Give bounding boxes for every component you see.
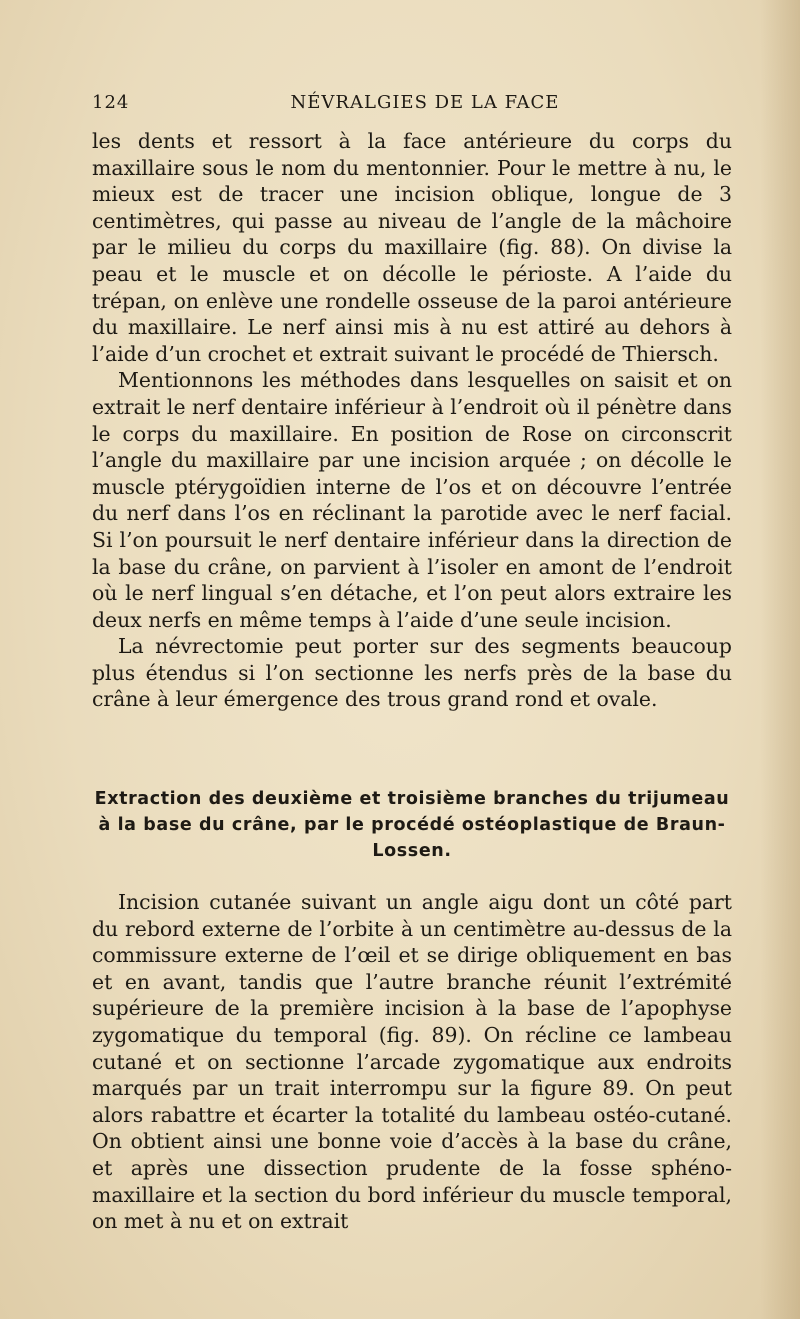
body-text-bottom [92, 889, 732, 1235]
paragraph: La névrectomie peut porter sur des segments beaucoup plus étendus si l’on sectionne les nerfs près de la base du crâne à leur émergence des trous grand rond et ovale. [92, 634, 732, 712]
page-number: 124 [92, 92, 130, 113]
body-text-top [92, 128, 732, 713]
paragraph: Mentionnons les méthodes dans lesquelles on saisit et on extrait le nerf dentaire inférieur à l’endroit où il pénètre dans le corps du maxillaire. En position de Rose on circonscrit l’angle du maxillaire par une incision arquée ; on décolle le muscle ptérygoïdien interne de l’os et on découvre l’entrée du nerf dans l’os en réclinant la parotide avec le nerf facial. Si l’on poursuit le nerf dentaire inférieur dans la direction de la base du crâne, on parvient à l’isoler en amont de l’endroit où le nerf lingual s’en détache, et l’on peut alors extraire les deux nerfs en même temps à l’aide d’une seule incision. [92, 368, 732, 632]
running-head [92, 92, 728, 116]
page-edge-shadow [760, 0, 800, 1319]
running-title: NÉVRALGIES DE LA FACE [290, 92, 560, 113]
section-title: Extraction des deuxième et troisième branches du trijumeau à la base du crâne, par le procédé ostéoplastique de Braun-Lossen. [94, 789, 730, 861]
paragraph: les dents et ressort à la face antérieure du corps du maxillaire sous le nom du mentonnier. Pour le mettre à nu, le mieux est de tracer une incision oblique, longue de 3 centimètres, qui passe au niveau de l’angle de la mâchoire par le milieu du corps du maxillaire (fig. 88). On divise la peau et le muscle et on décolle le périoste. A l’aide du trépan, on enlève une rondelle osseuse de la paroi antérieure du maxillaire. Le nerf ainsi mis à nu est attiré au dehors à l’aide d’un crochet et extrait suivant le procédé de Thiersch. [92, 129, 732, 366]
paragraph: Incision cutanée suivant un angle aigu dont un côté part du rebord externe de l’orbite à un centimètre au-dessus de la commissure externe de l’œil et se dirige obliquement en bas et en avant, tandis que l’autre branche réunit l’extrémité supérieure de la première incision à la base de l’apophyse zygomatique du temporal (fig. 89). On récline ce lambeau cutané et on sectionne l’arcade zygomatique aux endroits marqués par un trait interrompu sur la figure 89. On peut alors rabattre et écarter la totalité du lambeau ostéo-cutané. On obtient ainsi une bonne voie d’accès à la base du crâne, et après une dissection prudente de la fosse sphéno-maxillaire et la section du bord inférieur du muscle temporal, on met à nu et on extrait [92, 890, 732, 1234]
